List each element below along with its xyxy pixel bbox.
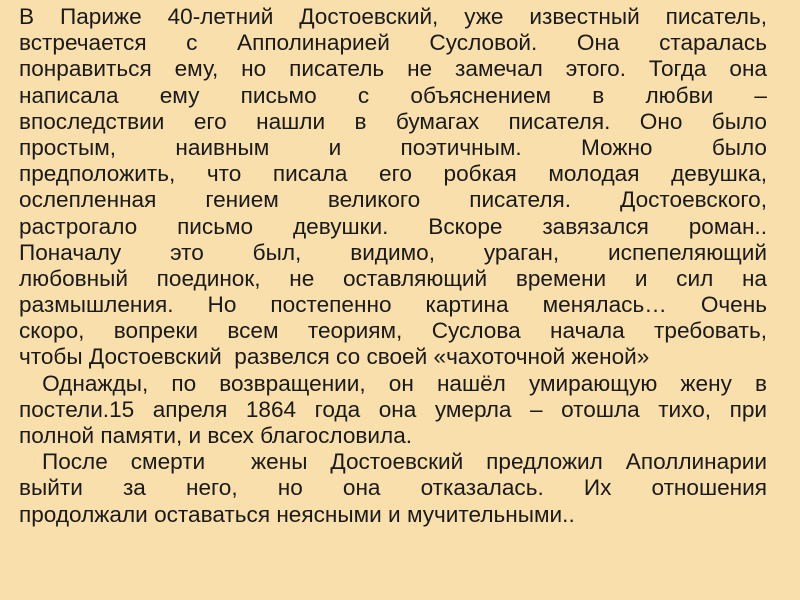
body-text xyxy=(19,0,767,528)
text-line: любовный поединок, не оставляющий времени и сил на xyxy=(19,265,767,291)
text-line: выйти за него, но она отказалась. Их отношения xyxy=(19,475,767,501)
text-line: предположить, что писала его робкая молодая девушка, xyxy=(19,161,767,187)
text-line: размышления. Но постепенно картина менялась… Очень xyxy=(19,292,767,318)
text-line: В Париже 40-летний Достоевский, уже известный писатель, xyxy=(19,4,767,29)
text-line: полной памяти, и всех благословила. xyxy=(19,423,413,448)
text-line: встречается с Апполинарией Сусловой. Она старалась xyxy=(19,30,767,56)
text-line: скоро, вопреки всем теориям, Суслова начала требовать, xyxy=(19,318,767,344)
text-line: впоследствии его нашли в бумагах писателя. Оно было xyxy=(19,108,767,134)
text-line: понравиться ему, но писатель не замечал этого. Тогда она xyxy=(19,56,767,82)
text-line: написала ему письмо с объяснением в любви – xyxy=(19,82,767,108)
text-line: продолжали оставаться неясными и мучительными.. xyxy=(19,501,575,527)
text-line: Поначалу это был, видимо, ураган, испепеляющий xyxy=(19,239,767,265)
text-line: чтобы Достоевский развелся со своей «чахоточной женой» xyxy=(19,344,650,370)
text-line: ослепленная гением великого писателя. Достоевского, xyxy=(19,187,767,213)
text-line: простым, наивным и поэтичным. Можно было xyxy=(19,134,767,160)
text-line: растрогало письмо девушки. Вскоре завязался роман.. xyxy=(19,213,767,239)
text-line: постели.15 апреля 1864 года она умерла – отошла тихо, при xyxy=(19,396,767,422)
text-line: Однажды, по возвращении, он нашёл умирающую жену в xyxy=(19,370,767,396)
text-line: После смерти жены Достоевский предложил Аполлинарии xyxy=(19,449,768,475)
